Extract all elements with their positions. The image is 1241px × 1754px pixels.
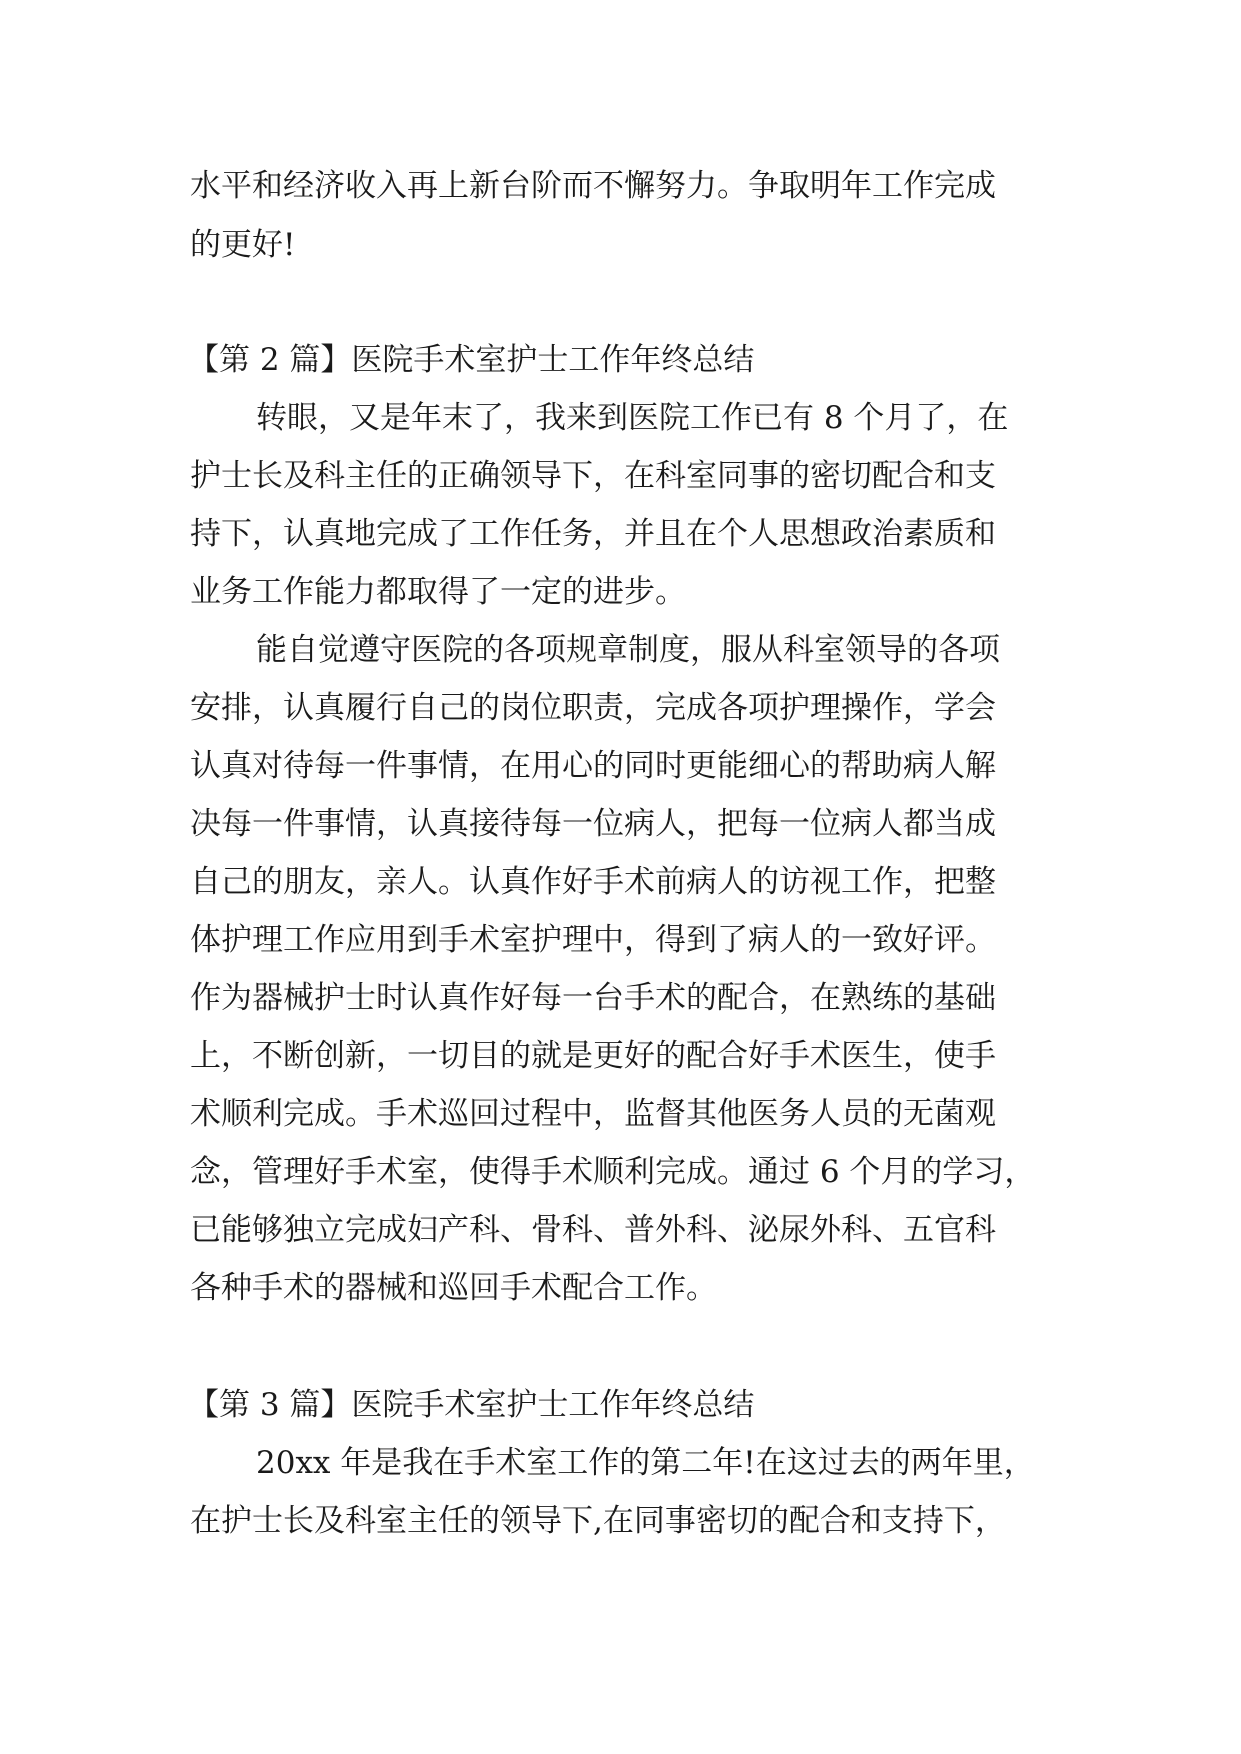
text-line: 已能够独立完成妇产科、骨科、普外科、泌尿外科、五官科 xyxy=(190,1212,996,1248)
text-line: 念，管理好手术室，使得手术顺利完成。通过 6 个月的学习， xyxy=(190,1154,1036,1190)
section-heading-3: 【第 3 篇】医院手术室护士工作年终总结 xyxy=(188,1387,755,1423)
text-line: 作为器械护士时认真作好每一台手术的配合，在熟练的基础 xyxy=(190,980,996,1016)
paragraph-first-line: 转眼，又是年末了，我来到医院工作已有 8 个月了，在 xyxy=(256,400,1009,436)
text-line: 决每一件事情，认真接待每一位病人，把每一位病人都当成 xyxy=(190,806,996,842)
text-line: 持下，认真地完成了工作任务，并且在个人思想政治素质和 xyxy=(190,516,996,552)
text-line: 上，不断创新，一切目的就是更好的配合好手术医生，使手 xyxy=(190,1038,996,1074)
text-line: 自己的朋友，亲人。认真作好手术前病人的访视工作，把整 xyxy=(190,864,996,900)
paragraph-first-line: 能自觉遵守医院的各项规章制度，服从科室领导的各项 xyxy=(256,632,1000,668)
section-heading-2: 【第 2 篇】医院手术室护士工作年终总结 xyxy=(188,342,755,378)
text-line: 护士长及科主任的正确领导下，在科室同事的密切配合和支 xyxy=(190,458,996,494)
text-line: 体护理工作应用到手术室护理中，得到了病人的一致好评。 xyxy=(190,922,996,958)
text-line: 认真对待每一件事情，在用心的同时更能细心的帮助病人解 xyxy=(190,748,996,784)
text-line: 各种手术的器械和巡回手术配合工作。 xyxy=(190,1270,717,1306)
text-line: 的更好! xyxy=(190,227,296,263)
text-line: 在护士长及科室主任的领导下,在同事密切的配合和支持下， xyxy=(190,1503,1006,1539)
text-line: 水平和经济收入再上新台阶而不懈努力。争取明年工作完成 xyxy=(190,168,996,204)
paragraph-first-line: 20xx 年是我在手术室工作的第二年!在这过去的两年里， xyxy=(256,1445,1035,1481)
text-line: 安排，认真履行自己的岗位职责，完成各项护理操作，学会 xyxy=(190,690,996,726)
text-line: 业务工作能力都取得了一定的进步。 xyxy=(190,574,686,610)
text-line: 术顺利完成。手术巡回过程中，监督其他医务人员的无菌观 xyxy=(190,1096,996,1132)
